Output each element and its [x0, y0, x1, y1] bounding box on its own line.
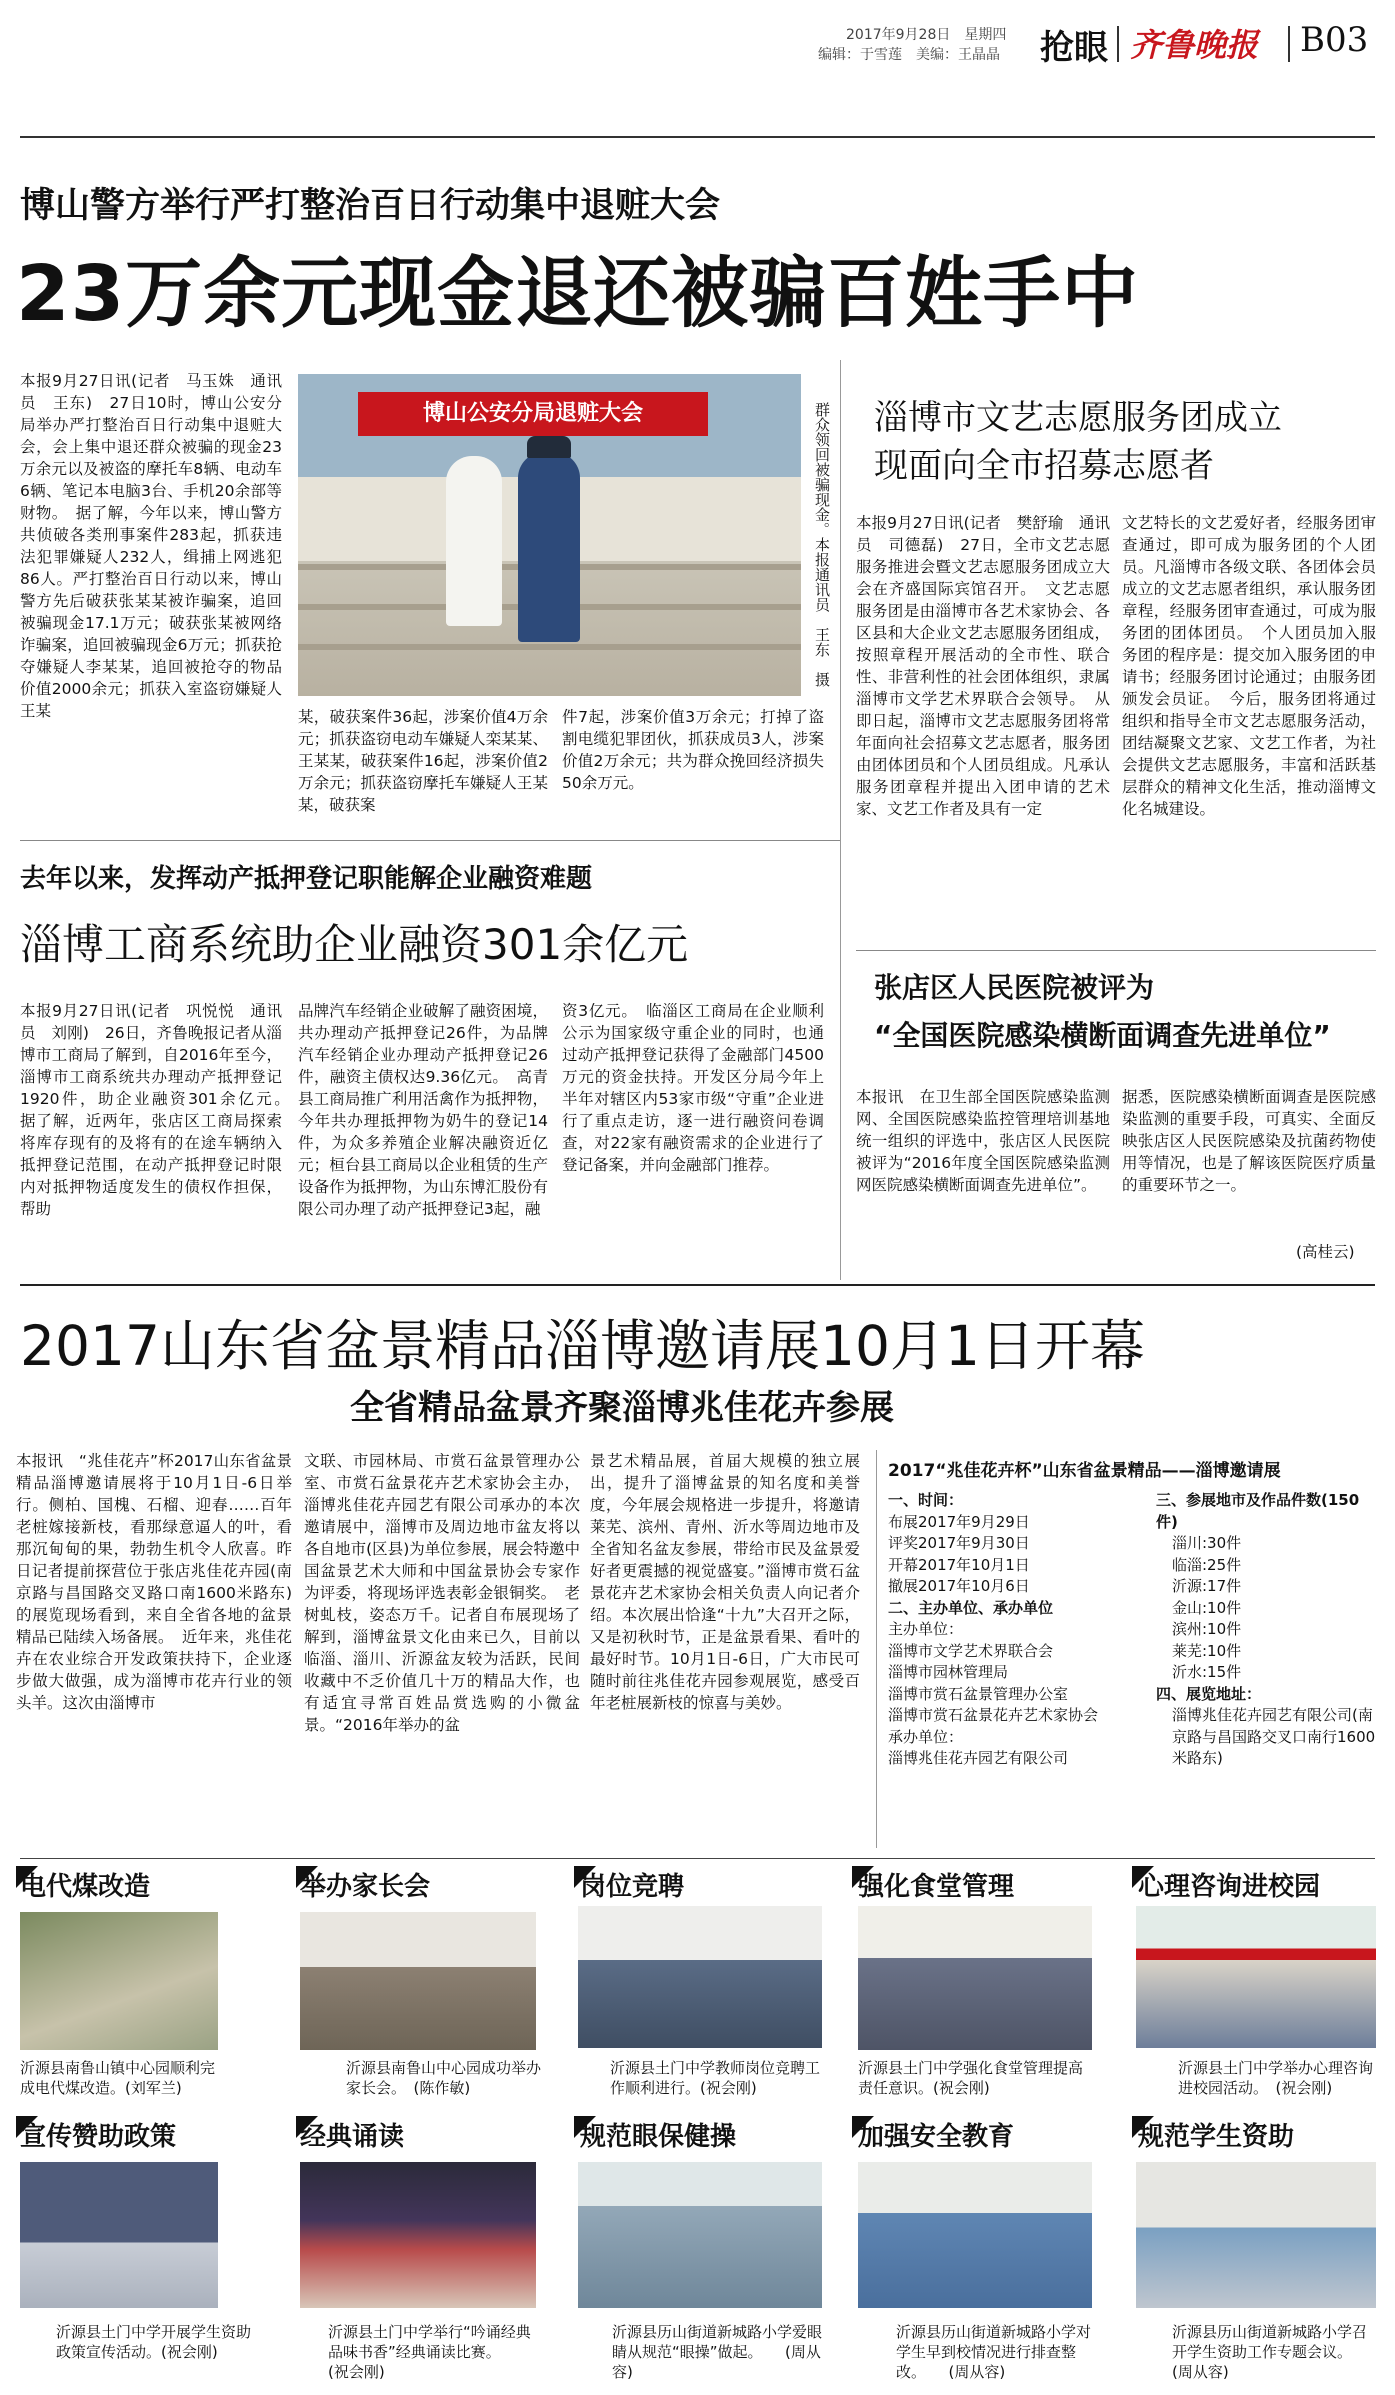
grid-title-9: 加强安全教育 [858, 2122, 1015, 2152]
grid-title-7: 经典诵读 [300, 2122, 405, 2152]
grid-photo-1 [20, 1912, 218, 2050]
info-time-1: 布展2017年9月29日 [888, 1512, 1030, 1531]
info-count-3: 沂源:17件 [1172, 1577, 1242, 1595]
grid-caption-4: 沂源县土门中学强化食堂管理提高责任意识。(祝会刚) [858, 2059, 1084, 2097]
info-org-1: 淄博市文学艺术界联合会 [888, 1641, 1054, 1660]
grid-caption-2: 沂源县南鲁山中心园成功举办家长会。 (陈作敏) [346, 2059, 542, 2097]
info-org-4: 淄博市赏石盆景花卉艺术家协会 [888, 1706, 1099, 1724]
grid-photo-8 [578, 2162, 822, 2308]
grid-caption-7: 沂源县土门中学举行“吟诵经典 品味书香”经典诵读比赛。 (祝会刚) [328, 2323, 546, 2381]
header-date: 2017年9月28日 星期四 [846, 27, 1007, 43]
brand-logo: 齐鲁晚报 [1130, 26, 1259, 64]
info-venue: 淄博兆佳花卉园艺有限公司(南京路与昌国路交叉口南行1600米路东) [1172, 1706, 1376, 1767]
info-count-head: 三、参展地市及作品件数(150件) [1156, 1491, 1360, 1531]
grid-caption-9: 沂源县历山街道新城路小学对学生早到校情况进行排查整改。 (周从容) [896, 2323, 1092, 2381]
info-org-2: 淄博市园林管理局 [888, 1663, 1009, 1681]
bonsai-subtitle: 全省精品盆景齐聚淄博兆佳花卉参展 [350, 1388, 894, 1428]
grid-title-5: 心理咨询进校园 [1138, 1872, 1321, 1902]
info-org-sub: 主办单位： [888, 1620, 964, 1638]
finance-title: 淄博工商系统助企业融资301余亿元 [20, 920, 689, 969]
bonsai-info-left [888, 1490, 1156, 1770]
grid-caption-10: 沂源县历山街道新城路小学召开学生资助工作专题会议。 (周从容) [1172, 2323, 1375, 2381]
hospital-author: (高桂云) [1296, 1243, 1355, 1261]
bonsai-col1: 本报讯 “兆佳花卉”杯2017山东省盆景精品淄博邀请展将于10月1日-6日举行。侧柏、国槐、石榴、迎春……百年老桩嫁接新枝，看那绿意逼人的叶，看那沉甸甸的果，勃勃生机令人欣喜。昨日记者提前探营位于张店兆佳花卉园(南京路与昌国路交叉路口南1600米路东)的展览现场看到，来自全省各地的盆景精品已陆续入场备展。 近年来，兆佳花卉在农业综合开发政策扶持下，企业逐步做大做强，成为淄博市花卉行业的领头羊。这次由淄博市 [16, 1452, 292, 1712]
grid-title-2: 举办家长会 [300, 1872, 431, 1902]
volunteer-title-2: 现面向全市招募志愿者 [874, 446, 1214, 486]
person-left [446, 456, 502, 626]
grid-photo-9 [858, 2162, 1092, 2308]
story1-photo-caption: 群众领回被骗现金。本报通讯员 王东 摄 [813, 402, 831, 687]
grid-caption-3: 沂源县土门中学教师岗位竞聘工作顺利进行。(祝会刚) [610, 2059, 821, 2097]
volunteer-col2: 文艺特长的文艺爱好者，经服务团审查通过，即可成为服务团的个人团员。凡淄博市各级文联、各团体会员成立的文艺志愿者组织，承认服务团章程，经服务团审查通过，可成为服务团的团体团员。 个人团员加入服务团的程序是：提交加入服务团的申请书；经服务团讨论通过；由服务团颁发会员证。 今后，服务团将通过组织和指导全市文艺志愿服务活动，团结凝聚文艺家、文艺工作者，为社会提供文艺志愿服务，丰富和活跃基层群众的精神文化生活，推动淄博文化名城建设。 [1122, 514, 1376, 818]
info-count-2: 临淄:25件 [1172, 1555, 1242, 1574]
bonsai-col3: 景艺术精品展，首届大规模的独立展出，提升了淄博盆景的知名度和美誉度，今年展会规格进一步提升，将邀请莱芜、滨州、青州、沂水等周边地市及全省知名盆友参展，带给市民及盆景爱好者更震撼的视觉盛宴。”淄博市赏石盆景花卉艺术家协会相关负责人向记者介绍。本次展出恰逢“十九”大召开之际，又是初秋时节，正是盆景看果、看叶的最好时节。10月1日-6日，广大市民可随时前往兆佳花卉园参观展览，感受百年老桩展新枝的惊喜与美妙。 [590, 1452, 860, 1712]
grid-title-8: 规范眼保健操 [580, 2122, 737, 2152]
grid-photo-4 [858, 1906, 1092, 2050]
grid-caption-1: 沂源县南鲁山镇中心园顺利完成电代煤改造。(刘军兰) [20, 2059, 216, 2097]
volunteer-title-1: 淄博市文艺志愿服务团成立 [874, 398, 1282, 438]
info-time-3: 开幕2017年10月1日 [888, 1555, 1030, 1574]
hospital-col2: 据悉，医院感染横断面调查是医院感染监测的重要手段，可真实、全面反映张店区人民医院感染及抗菌药物使用等情况，也是了解该医院医疗质量的重要环节之一。 [1122, 1088, 1376, 1194]
page-number: B03 [1300, 20, 1369, 60]
info-count-4: 金山:10件 [1172, 1598, 1242, 1617]
grid-title-3: 岗位竞聘 [580, 1872, 685, 1902]
finance-col3: 资3亿元。 临淄区工商局在企业顺利公示为国家级守重企业的同时，也通过动产抵押登记获得了金融部门4500万元的资金扶持。开发区分局今年上半年对辖区内53家市级“守重”企业进行了重点走访，逐一进行融资问卷调查，对22家有融资需求的企业进行了登记备案，并向金融部门推荐。 [562, 1002, 824, 1174]
story1-col1: 本报9月27日讯(记者 马玉姝 通讯员 王东) 27日10时，博山公安分局举办严打整治百日行动集中退赃大会，会上集中退还群众被骗的现金23万余元以及被盗的摩托车8辆、电动车6辆、笔记本电脑3台、手机20余部等财物。 据了解，今年以来，博山警方共侦破各类刑事案件283起，抓获违法犯罪嫌疑人232人，缉捕上网逃犯86人。严打整治百日行动以来，博山警方先后破获张某某被诈骗案，追回被骗现金17.1万元；破获张某被网络诈骗案，追回被骗现金6万元；抓获抢夺嫌疑人李某某，追回被抢夺的物品价值2000余元；抓获入室盗窃嫌疑人王某 [20, 372, 282, 720]
finance-subtitle: 去年以来，发挥动产抵押登记职能解企业融资难题 [20, 864, 593, 894]
event-banner: 博山公安分局退赃大会 [358, 392, 708, 436]
info-host: 淄博兆佳花卉园艺有限公司 [888, 1749, 1069, 1767]
grid-photo-3 [578, 1906, 822, 2048]
grid-title-10: 规范学生资助 [1138, 2122, 1295, 2152]
grid-photo-6 [20, 2162, 218, 2308]
info-venue-head: 四、展览地址： [1156, 1684, 1262, 1703]
story1-subtitle: 博山警方举行严打整治百日行动集中退赃大会 [20, 186, 721, 226]
story1-col3: 件7起，涉案价值3万余元；打掉了盗割电缆犯罪团伙，抓获成员3人，涉案价值2万余元；共为群众挽回经济损失50余万元。 [562, 708, 824, 792]
info-count-7: 沂水:15件 [1172, 1663, 1242, 1681]
header-editor: 编辑：于雪莲 美编：王晶晶 [818, 47, 1000, 63]
volunteer-col1: 本报9月27日讯(记者 樊舒瑜 通讯员 司德磊) 27日，全市文艺志愿服务推进会暨文艺志愿服务团成立大会在齐盛国际宾馆召开。 文艺志愿服务团是由淄博市各艺术家协会、各区县和大企业文艺志愿服务团组成，按照章程开展活动的全市性、联合性、非营利性的社会团体组织，隶属淄博市文学艺术界联合会领导。 从即日起，淄博市文艺志愿服务团将常年面向社会招募文艺志愿者，服务团由团体团员和个人团员组成。凡承认服务团章程并提出入团申请的艺术家、文艺工作者及具有一定 [856, 514, 1110, 818]
grid-title-4: 强化食堂管理 [858, 1872, 1015, 1902]
info-host-sub: 承办单位： [888, 1727, 964, 1746]
bonsai-title: 2017山东省盆景精品淄博邀请展10月1日开幕 [20, 1314, 1145, 1378]
grid-caption-8: 沂源县历山街道新城路小学爱眼睛从规范“眼操”做起。 (周从容) [612, 2323, 823, 2381]
grid-title-6: 宣传赞助政策 [20, 2122, 177, 2152]
police-officer [518, 452, 580, 642]
grid-photo-2 [300, 1912, 536, 2050]
bonsai-info-right [1156, 1490, 1378, 1770]
bonsai-col2: 文联、市园林局、市赏石盆景管理办公室、市赏石盆景花卉艺术家协会主办，淄博兆佳花卉园艺有限公司承办的本次邀请展中，淄博市及周边地市盆友将以各自地市(区县)为单位参展，展会特邀中国盆景艺术大师和中国盆景协会专家作为评委，将现场评选表彰金银铜奖。 老树虬枝，姿态万千。记者自布展现场了解到，淄博盆景文化由来已久，目前以临淄、淄川、沂源盆友较为活跃，民间收藏中不乏价值几十万的精品大作，也有适宜寻常百姓品赏选购的小微盆景。“2016年举办的盆 [304, 1452, 580, 1734]
info-org-3: 淄博市赏石盆景管理办公室 [888, 1684, 1069, 1703]
story1-photo [298, 374, 801, 696]
grid-photo-5 [1136, 1906, 1376, 2048]
info-count-5: 滨州:10件 [1172, 1620, 1242, 1638]
info-time-4: 撤展2017年10月6日 [888, 1577, 1030, 1595]
grid-caption-6: 沂源县土门中学开展学生资助政策宣传活动。(祝会刚) [56, 2323, 252, 2361]
hospital-col1: 本报讯 在卫生部全国医院感染监测网、全国医院感染监控管理培训基地统一组织的评选中，张店区人民医院被评为“2016年度全国医院感染监测网医院感染横断面调查先进单位”。 [856, 1088, 1110, 1194]
info-org-head: 二、主办单位、承办单位 [888, 1598, 1054, 1617]
story1-title: 23万余元现金退还被骗百姓手中 [16, 250, 1140, 339]
info-count-1: 淄川:30件 [1172, 1534, 1242, 1552]
finance-col1: 本报9月27日讯(记者 巩悦悦 通讯员 刘刚) 26日，齐鲁晚报记者从淄博市工商局了解到，自2016年至今，淄博市工商系统共办理动产抵押登记1920件，助企业融资301余亿元。 据了解，近两年，张店区工商局探索将库存现有的及将有的在途车辆纳入抵押登记范围，在动产抵押登记时限内对抵押物适度发生的债权作担保，帮助 [20, 1002, 298, 1218]
grid-caption-5: 沂源县土门中学举办心理咨询进校园活动。 (祝会刚) [1178, 2059, 1374, 2097]
grid-title-1: 电代煤改造 [20, 1872, 151, 1902]
story1-col2: 某，破获案件36起，涉案价值4万余元；抓获盗窃电动车嫌疑人栾某某、王某某，破获案件16起，涉案价值2万余元；抓获盗窃摩托车嫌疑人王某某，破获案 [298, 708, 548, 814]
finance-col2: 品牌汽车经销企业破解了融资困境，共办理动产抵押登记26件，为品牌汽车经销企业办理动产抵押登记26件，融资主债权达9.36亿元。 高青县工商局推广利用活禽作为抵押物，今年共办理抵押物为奶牛的登记14件，为众多养殖企业解决融资近亿元；桓台县工商局以企业租赁的生产设备作为抵押物，为山东博汇股份有限公司办理了动产抵押登记3起，融 [298, 1002, 548, 1218]
info-count-6: 莱芜:10件 [1172, 1641, 1242, 1660]
hospital-subtitle: 张店区人民医院被评为 [874, 971, 1155, 1004]
hospital-title: “全国医院感染横断面调查先进单位” [874, 1019, 1331, 1052]
info-time-head: 一、时间： [888, 1491, 964, 1509]
grid-photo-10 [1136, 2162, 1376, 2308]
header-column: 抢眼 [1040, 28, 1108, 68]
grid-photo-7 [300, 2162, 536, 2308]
bonsai-info-title: 2017“兆佳花卉杯”山东省盆景精品——淄博邀请展 [888, 1461, 1281, 1481]
info-time-2: 评奖2017年9月30日 [888, 1534, 1030, 1552]
